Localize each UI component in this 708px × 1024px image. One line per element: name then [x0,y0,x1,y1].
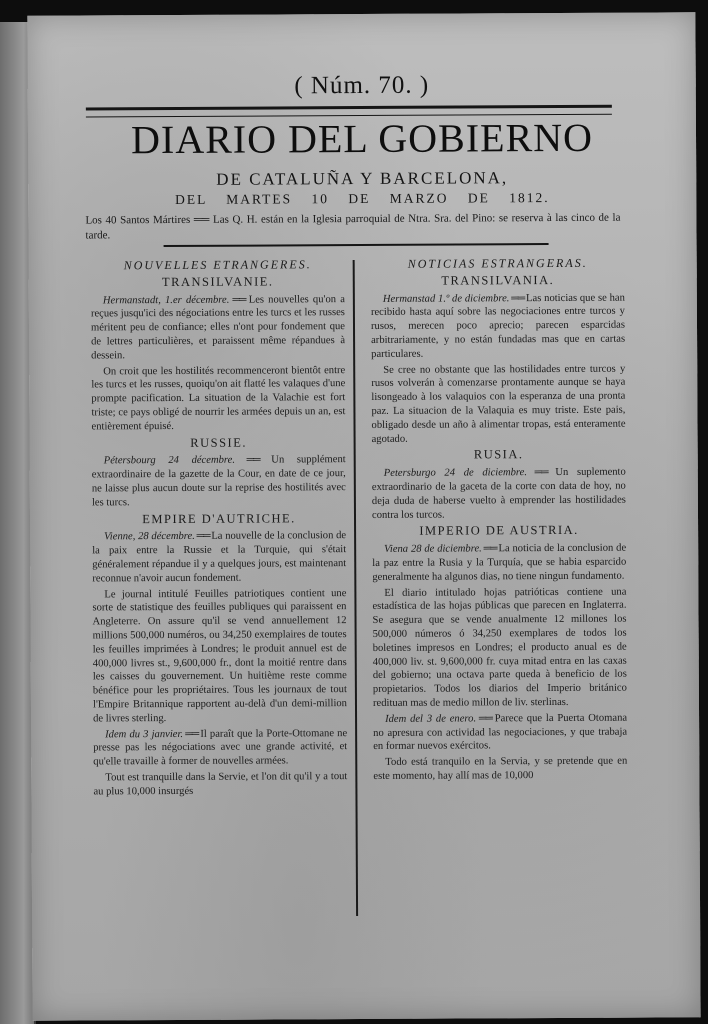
dateline-separator: ══ [481,543,499,555]
french-article-paragraph [93,770,347,799]
dateline-separator: ══ [526,467,556,479]
spanish-article-text: El diario intitulado hojas patrióticas contiene una estadística de las hojas públicas que parecen en Inglaterra. Se asegura que se vende anualmente 12 millones los 500,000 números ó 34,250 exemplares de todos los boletines impresos en Londres; el producto anual es de 400,000 liv. st. 9,600,000 fr. cuya mitad entra en las caxas del gobierno; una octava parte queda à beneficio de los propietarios. Todos los diarios del Imperio británico redituan mas de medio millon de liv. sterlinas. [372,586,627,709]
dateline-separator: ══ [234,454,272,467]
french-article-text: Tout est tranquille dans la Servie, et l'on dit qu'il y a tout au plus 10,000 insurgés [93,770,348,798]
spanish-article-text: Un suplemento extraordinario de la gaceta de la corte con data de hoy, no deja duda de haberse vuelto à emprender las hostilidades contra los turcos. [371,466,626,521]
spanish-article-paragraph [372,585,627,711]
french-article-paragraph [92,453,346,510]
french-column [91,258,348,801]
column-divider [353,260,358,916]
spanish-article-text: Todo está tranquilo en la Servia, y se pretende que en este momento, hay allí mas de 10,000 [373,755,628,782]
french-section-title: EMPIRE D'AUTRICHE. [142,510,296,526]
french-article-paragraph [91,364,345,434]
dateline-separator: ══ [229,294,249,306]
french-article-text: Le journal intitulé Feuilles patriotiques contient une sorte de statistique des feuilles publiques qui paraissent en Angleterre. On assure qu'il se vend annuellement 12 millions 500,000 numéros, ou 34,250 exemplaires de toutes les feuilles imprimées à Londres; le produit annuel est de 400,000 livres st., 9,600,000 fr., dont la moitié rentre dans les caisses du gouvernement. Un huitième reste comme bénéfice pour les propriétaires. Tous les journaux de tout l'Empire Britannique rapportent au-delà d'un demi-million de livres sterling. [92,587,348,725]
spanish-article-paragraph [372,542,626,585]
french-section-title: RUSSIE. [190,435,247,450]
french-article-dateline: Vienne, 28 décembre. [104,531,195,543]
spanish-article-dateline: Petersburgo 24 de diciembre. [383,467,528,480]
french-article-paragraph [92,529,346,586]
masthead-rule [164,243,549,247]
newspaper-subtitle: DE CATALUÑA Y BARCELONA, [216,168,509,189]
spanish-article-text: Las noticias que se han recibido hasta aquí sobre las negociaciones entre turcos y rusos, merecen poco aprecio; parecen esparcidas arbitrariamente, y no están fundadas mas que en cartas particulares. [370,292,626,360]
french-column-heading: NOUVELLES ETRANGERES. [123,257,312,273]
spanish-article-dateline: Hermanstad 1.º de diciembre. [382,292,510,305]
issue-date: DEL MARTES 10 DE MARZO DE 1812. [175,190,550,207]
spanish-section-title: RUSIA. [473,447,524,462]
french-article-text: On croit que les hostilités recommenceront bientôt entre les turcs et les russes, quoiqu'on ait flatté les valaques d'une prompte pacification. La situation de la Valachie est fort triste; ce pays obligé de nourrir les armées depuis un an, est entièrement épuisé. [91,364,346,433]
spanish-section-title: TRANSILVANIA. [441,272,555,288]
spanish-article-dateline: Viena 28 de diciembre. [384,543,482,556]
french-article-dateline: Hermanstadt, 1.er décembre. [102,294,230,306]
spanish-article-paragraph [373,711,627,754]
spanish-article-paragraph [372,466,626,523]
french-article-text: Il paraît que la Porte-Ottomane ne presse pas les négociations avec une grande activité, et qu'elle travaille à former de nouvelles armées. [93,727,348,768]
french-article-paragraph [92,587,347,726]
spanish-article-paragraph [371,291,625,361]
dateline-separator: ══ [194,531,212,543]
french-article-text: La nouvelle de la conclusion de la paix entre la Russie et la Turquie, qui s'était généralement répandue il y a quelques jours, est maintenant reconnue n'avoir aucun fondement. [92,530,347,585]
french-article-paragraph [93,727,347,770]
dateline-separator: ══ [183,728,201,740]
spanish-column-heading: NOTICIAS ESTRANGERAS. [407,255,588,271]
spanish-article-text: La noticia de la conclusion de la paz entre la Rusia y la Turquía, que se habia esparcido generalmente ha algunos dias, no tiene ningun fundamento. [372,542,627,583]
issue-number: ( Núm. 70. ) [294,71,430,100]
newspaper-page [27,12,700,1020]
spanish-article-text: Se cree no obstante que las hostilidades entre turcos y rusos volverán à comenzarse prontamente aunque se haya lisongeado à los valaquios con la esperanza de una pronta paz. La situacion de la Valaquia es muy triste. Este pais, obligado desde un año à alimentar tropas, está enteramente agotado. [371,363,626,445]
french-article-text: Les nouvelles qu'on a reçues jusqu'ici des négociations entre les turcs et les russes méritent peu de confiance; elles n'ont pour fondement que de lettres particulières, et paraissent même répandues à dessein. [90,293,346,362]
french-article-dateline: Idem du 3 janvier. [105,728,184,740]
dateline-separator: ══ [476,713,495,725]
french-article-paragraph [91,293,345,363]
spanish-article-paragraph [373,755,627,784]
spanish-article-text: Parece que la Puerta Otomana no apresura con actividad las negociaciones, y que trabaja en formar nuevos exércitos. [373,712,628,753]
newspaper-title: DIARIO DEL GOBIERNO [130,114,594,163]
religious-notice: Los 40 Santos Mártires ══ Las Q. H. están en la Iglesia parroquial de Ntra. Sra. del Pino: se reserva à las cinco de la tarde. [85,211,621,242]
spanish-article-dateline: Idem del 3 de enero. [385,713,477,725]
dateline-separator: ══ [509,292,527,304]
french-section-title: TRANSILVANIE. [161,274,274,289]
french-article-dateline: Pétersbourg 24 décembre. [103,455,236,467]
french-article-text: Un supplément extraordinaire de la gazette de la Cour, en date de ce jour, ne laisse plus aucun doute sur la reprise des hostilités avec les turcs. [91,454,346,509]
spanish-section-title: IMPERIO DE AUSTRIA. [419,523,579,539]
spanish-article-paragraph [371,362,625,446]
spanish-column [371,257,628,786]
